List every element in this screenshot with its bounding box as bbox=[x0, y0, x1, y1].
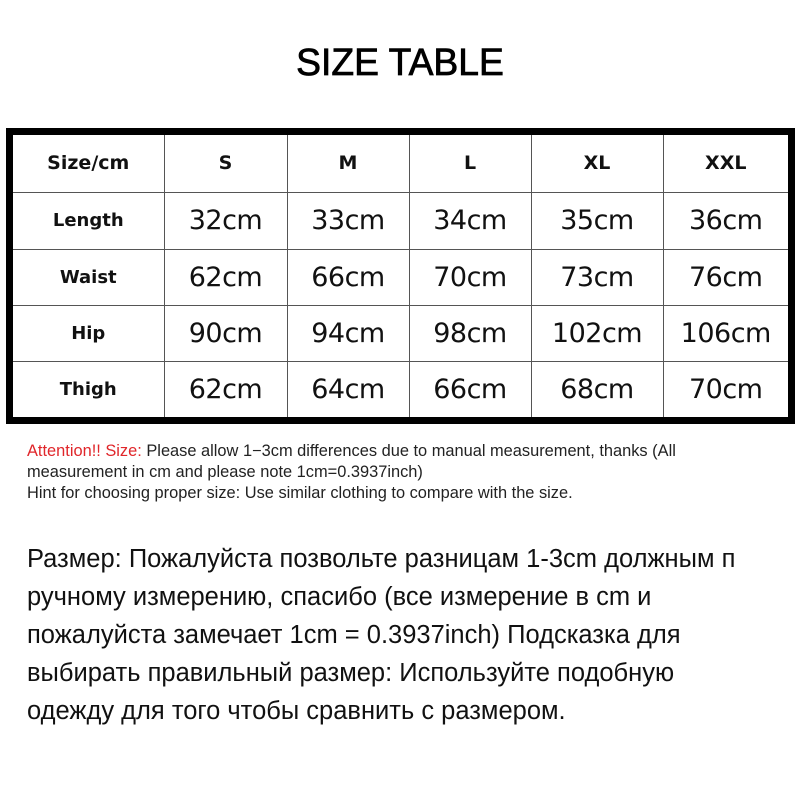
header-cell-xl: XL bbox=[531, 135, 663, 192]
cell-hip-s: 90cm bbox=[164, 305, 287, 361]
cell-hip-xl: 102cm bbox=[531, 305, 663, 361]
russian-line-1: Размер: Пожалуйста позвольте разницам 1-3cm должным п bbox=[27, 545, 736, 573]
cell-length-m: 33cm bbox=[287, 192, 409, 249]
table-row-hip bbox=[13, 305, 788, 361]
russian-line-3: пожалуйста замечает 1cm = 0.3937inch) Подсказка для bbox=[27, 621, 681, 649]
page-title: SIZE TABLE bbox=[296, 42, 504, 84]
size-table bbox=[13, 135, 788, 417]
attention-label: Attention!! Size: bbox=[27, 442, 142, 460]
cell-length-xxl: 36cm bbox=[663, 192, 788, 249]
cell-waist-s: 62cm bbox=[164, 249, 287, 305]
cell-thigh-m: 64cm bbox=[287, 361, 409, 417]
header-cell-m: M bbox=[287, 135, 409, 192]
notes-line-3: Hint for choosing proper size: Use similar clothing to compare with the size. bbox=[27, 484, 573, 502]
notes-line-1 bbox=[27, 441, 787, 462]
size-table-container bbox=[6, 128, 795, 424]
header-cell-l: L bbox=[409, 135, 531, 192]
russian-line-5: одежду для того чтобы сравнить с размером. bbox=[27, 697, 566, 725]
cell-length-xl: 35cm bbox=[531, 192, 663, 249]
cell-thigh-xl: 68cm bbox=[531, 361, 663, 417]
table-row-length bbox=[13, 192, 788, 249]
cell-waist-l: 70cm bbox=[409, 249, 531, 305]
cell-hip-l: 98cm bbox=[409, 305, 531, 361]
cell-hip-xxl: 106cm bbox=[663, 305, 788, 361]
russian-line-4: выбирать правильный размер: Используйте подобную bbox=[27, 659, 675, 687]
header-cell-s: S bbox=[164, 135, 287, 192]
row-label-waist: Waist bbox=[13, 249, 164, 305]
table-header-row bbox=[13, 135, 788, 192]
header-cell-xxl: XXL bbox=[663, 135, 788, 192]
header-cell-size: Size/cm bbox=[13, 135, 164, 192]
cell-thigh-xxl: 70cm bbox=[663, 361, 788, 417]
cell-thigh-s: 62cm bbox=[164, 361, 287, 417]
cell-waist-m: 66cm bbox=[287, 249, 409, 305]
attention-notes bbox=[27, 441, 787, 504]
cell-length-s: 32cm bbox=[164, 192, 287, 249]
table-row-thigh bbox=[13, 361, 788, 417]
row-label-thigh: Thigh bbox=[13, 361, 164, 417]
notes-line-2: measurement in cm and please note 1cm=0.3937inch) bbox=[27, 463, 423, 481]
cell-length-l: 34cm bbox=[409, 192, 531, 249]
cell-thigh-l: 66cm bbox=[409, 361, 531, 417]
row-label-hip: Hip bbox=[13, 305, 164, 361]
row-label-length: Length bbox=[13, 192, 164, 249]
cell-waist-xl: 73cm bbox=[531, 249, 663, 305]
russian-line-2: ручному измерению, спасибо (все измерение в cm и bbox=[27, 583, 652, 611]
table-row-waist bbox=[13, 249, 788, 305]
russian-notes bbox=[27, 540, 800, 730]
cell-hip-m: 94cm bbox=[287, 305, 409, 361]
cell-waist-xxl: 76cm bbox=[663, 249, 788, 305]
notes-line-1-text: Please allow 1−3cm differences due to manual measurement, thanks (All bbox=[141, 442, 676, 460]
